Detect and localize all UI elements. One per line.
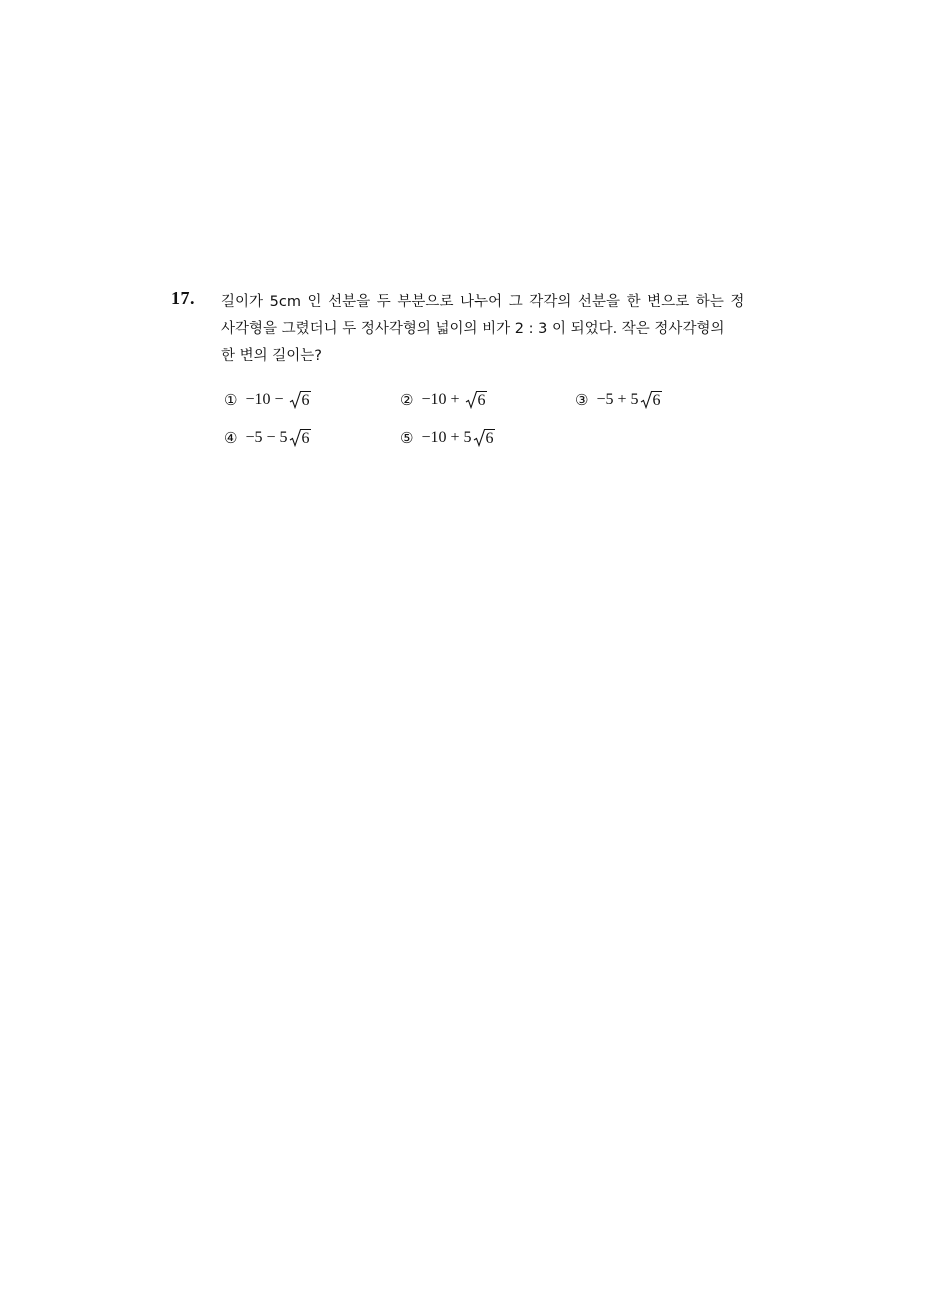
choice-coefficient: 5 xyxy=(463,429,472,446)
sqrt-symbol xyxy=(640,391,662,409)
radical-sign-icon xyxy=(289,391,301,409)
choice-marker: ④ xyxy=(224,429,238,447)
answer-choice-1[interactable] xyxy=(224,390,311,410)
radical-sign-icon xyxy=(289,429,301,447)
choice-expression-prefix: −10 + xyxy=(421,429,464,446)
question-text-line-1: 길이가 5cm 인 선분을 두 부분으로 나누어 그 각각의 선분을 한 변으로 하는 정 xyxy=(221,294,745,310)
radical-sign-icon xyxy=(465,391,477,409)
answer-choice-3[interactable] xyxy=(575,390,662,410)
choice-expression-prefix: −5 + xyxy=(596,391,631,408)
sqrt-symbol xyxy=(289,429,311,447)
choice-marker: ⑤ xyxy=(400,429,414,447)
sqrt-radicand: 6 xyxy=(301,430,310,447)
sqrt-symbol xyxy=(473,429,495,447)
choice-coefficient: 5 xyxy=(279,429,288,446)
answer-choice-5[interactable] xyxy=(400,428,495,448)
choice-marker: ② xyxy=(400,391,414,409)
choice-expression-prefix: −5 − xyxy=(245,429,280,446)
sqrt-symbol xyxy=(289,391,311,409)
question-number: 17. xyxy=(171,288,195,308)
choice-marker: ① xyxy=(224,391,238,409)
radical-sign-icon xyxy=(473,429,485,447)
choice-expression-prefix: −10 − xyxy=(245,391,288,408)
choice-coefficient: 5 xyxy=(630,391,639,408)
radical-sign-icon xyxy=(640,391,652,409)
answer-choice-4[interactable] xyxy=(224,428,311,448)
question-text-line-3: 한 변의 길이는? xyxy=(221,348,322,364)
sqrt-radicand: 6 xyxy=(301,392,310,409)
choice-marker: ③ xyxy=(575,391,589,409)
sqrt-symbol xyxy=(465,391,487,409)
sqrt-radicand: 6 xyxy=(485,430,494,447)
choice-expression-prefix: −10 + xyxy=(421,391,464,408)
question-text-line-2: 사각형을 그렸더니 두 정사각형의 넓이의 비가 2 : 3 이 되었다. 작은 정사각형의 xyxy=(221,321,725,337)
sqrt-radicand: 6 xyxy=(652,392,661,409)
answer-choice-2[interactable] xyxy=(400,390,487,410)
sqrt-radicand: 6 xyxy=(477,392,486,409)
